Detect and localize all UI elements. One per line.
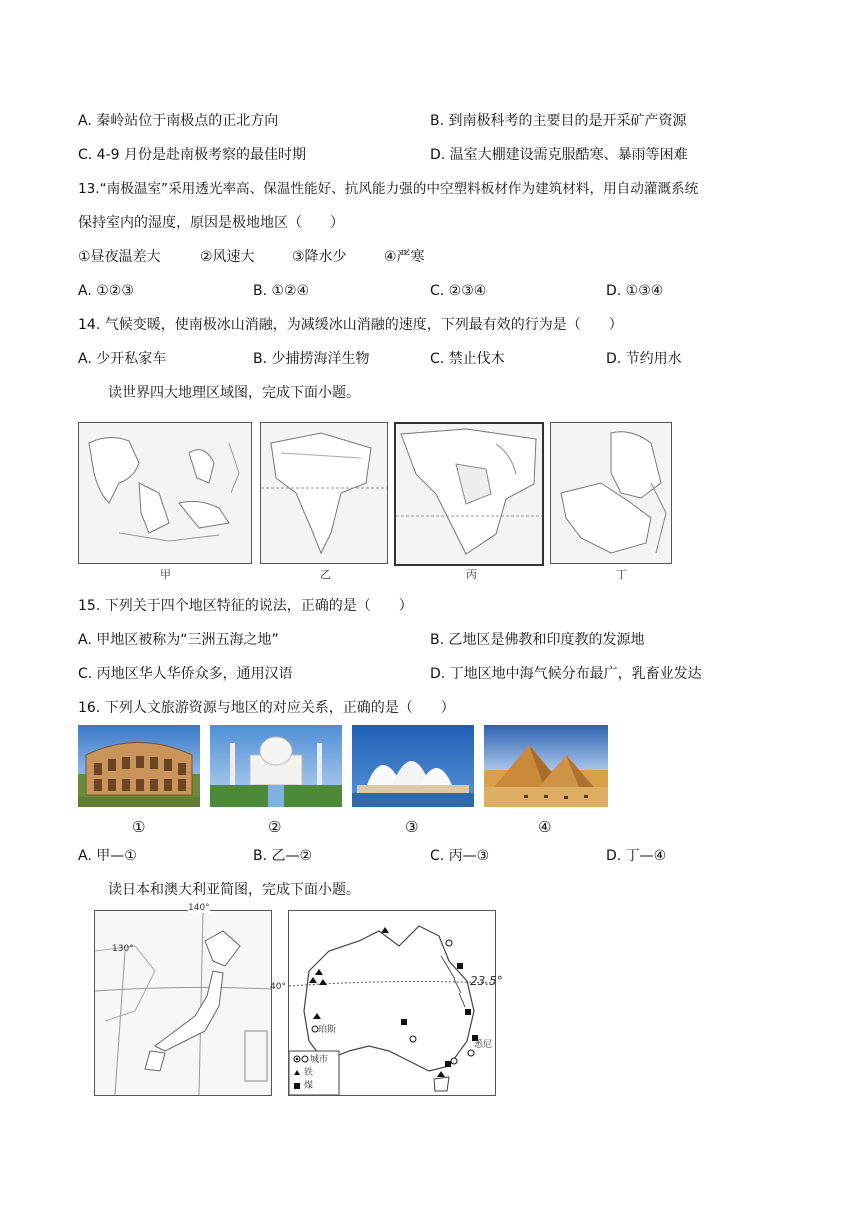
q14-option-b: B. 少捕捞海洋生物 xyxy=(253,351,370,367)
australia-city-sydney: 悉尼 xyxy=(474,1040,493,1050)
photo-taj-mahal xyxy=(210,725,342,807)
q16-option-d: D. 丁—④ xyxy=(606,848,667,864)
map-region-bing xyxy=(394,422,544,566)
q15-option-d: D. 丁地区地中海气候分布最广，乳畜业发达 xyxy=(430,666,702,682)
photo-colosseum xyxy=(78,725,200,807)
q13-stem-line-2: 保持室内的湿度，原因是极地地区（ ） xyxy=(78,215,344,231)
australia-city-perth: 珀斯 xyxy=(318,1025,337,1035)
q12-option-a: A. 秦岭站位于南极点的正北方向 xyxy=(78,113,279,129)
q15-option-b: B. 乙地区是佛教和印度教的发源地 xyxy=(430,632,645,648)
region-label-bing: 丙 xyxy=(466,568,477,581)
q12-option-c: C. 4-9 月份是赴南极考察的最佳时期 xyxy=(78,147,306,163)
intro-japan-australia: 读日本和澳大利亚简图，完成下面小题。 xyxy=(108,882,360,898)
legend-city: 城市 xyxy=(310,1055,329,1065)
q16-option-a: A. 甲—① xyxy=(78,848,137,864)
australia-tropic-label: 23.5° xyxy=(470,974,503,988)
map-australia xyxy=(288,910,496,1096)
q13-option-c: C. ②③④ xyxy=(430,283,487,299)
q15-option-a: A. 甲地区被称为“三洲五海之地” xyxy=(78,632,279,648)
q14-option-c: C. 禁止伐木 xyxy=(430,351,505,367)
japan-lat-40: 40° xyxy=(270,982,286,992)
q12-option-b: B. 到南极科考的主要目的是开采矿产资源 xyxy=(430,113,687,129)
photo-label-4: ④ xyxy=(538,818,552,836)
q14-option-d: D. 节约用水 xyxy=(606,351,682,367)
q16-option-b: B. 乙—② xyxy=(253,848,313,864)
region-label-yi: 乙 xyxy=(320,568,331,581)
photo-pyramids xyxy=(484,725,608,807)
photo-label-1: ① xyxy=(132,818,146,836)
q13-stem-line-1: 13.“南极温室”采用透光率高、保温性能好、抗风能力强的中空塑料板材作为建筑材料，用自动灌溉系统 xyxy=(78,181,699,197)
legend-coal: 煤 xyxy=(304,1081,314,1091)
q13-option-d: D. ①③④ xyxy=(606,283,664,299)
photo-label-2: ② xyxy=(268,818,282,836)
q13-option-b: B. ①②④ xyxy=(253,283,310,299)
map-region-jia xyxy=(78,422,252,564)
photo-sydney-opera-house xyxy=(352,725,474,807)
region-label-ding: 丁 xyxy=(616,568,627,581)
q16-option-c: C. 丙—③ xyxy=(430,848,490,864)
region-label-jia: 甲 xyxy=(160,568,171,581)
q13-item-4: ④严寒 xyxy=(384,249,425,265)
map-japan xyxy=(94,910,272,1096)
q13-item-1: ①昼夜温差大 xyxy=(78,249,161,265)
q12-option-d: D. 温室大棚建设需克服酷寒、暴雨等困难 xyxy=(430,147,688,163)
q14-option-a: A. 少开私家车 xyxy=(78,351,167,367)
japan-lon-140: 140° xyxy=(188,903,210,913)
q13-item-3: ③降水少 xyxy=(292,249,347,265)
map-region-yi xyxy=(260,422,388,564)
q15-option-c: C. 丙地区华人华侨众多，通用汉语 xyxy=(78,666,293,682)
map-region-ding xyxy=(550,422,672,564)
q14-stem: 14. 气候变暖，使南极冰山消融，为减缓冰山消融的速度，下列最有效的行为是（ ） xyxy=(78,317,623,333)
legend-iron: 铁 xyxy=(304,1068,314,1078)
q13-item-2: ②风速大 xyxy=(200,249,255,265)
q13-option-a: A. ①②③ xyxy=(78,283,134,299)
q16-stem: 16. 下列人文旅游资源与地区的对应关系，正确的是（ ） xyxy=(78,700,455,716)
intro-regions: 读世界四大地理区域图，完成下面小题。 xyxy=(108,385,360,401)
photo-label-3: ③ xyxy=(405,818,419,836)
q15-stem: 15. 下列关于四个地区特征的说法，正确的是（ ） xyxy=(78,598,413,614)
japan-lon-130: 130° xyxy=(112,944,134,954)
